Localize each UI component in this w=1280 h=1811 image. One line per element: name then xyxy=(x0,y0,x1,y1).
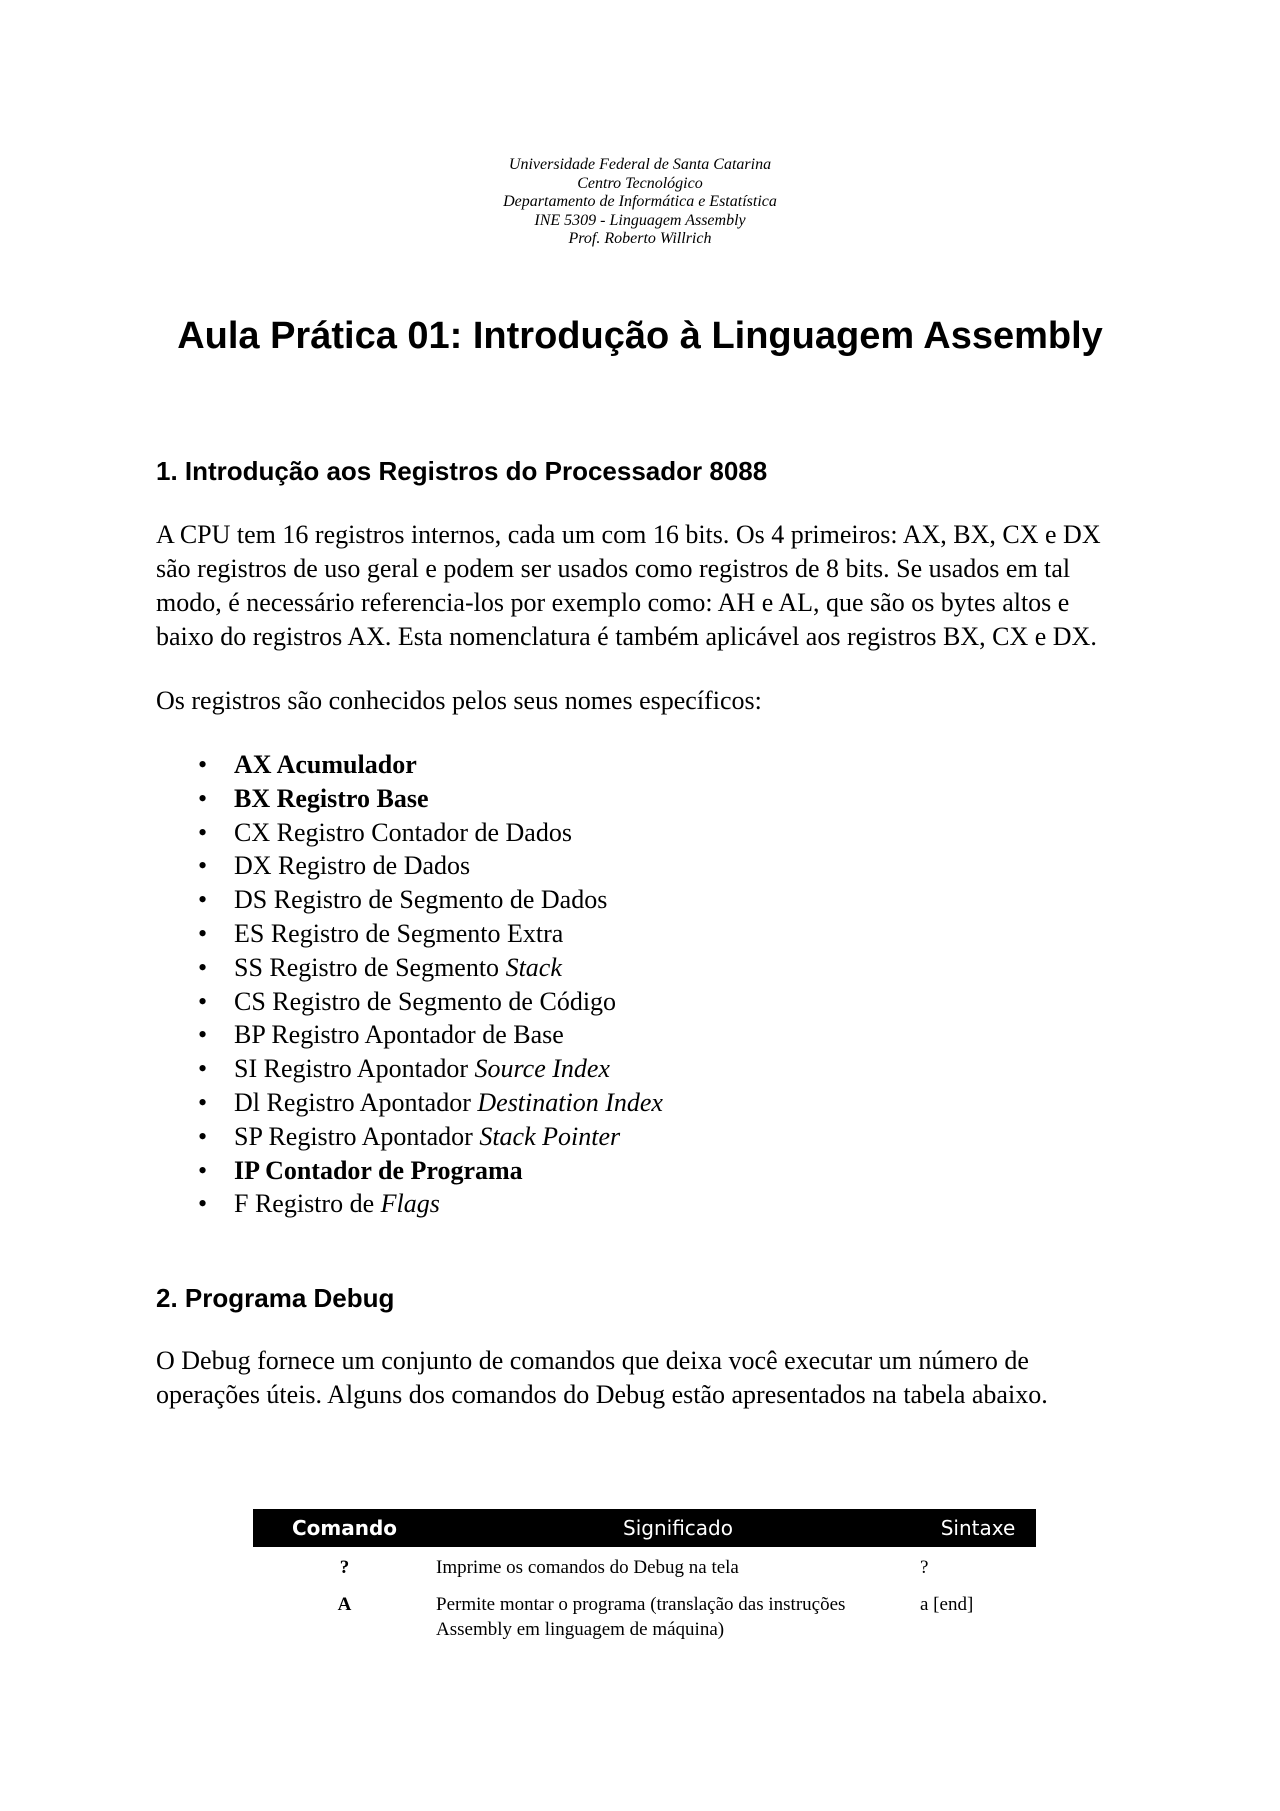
cell-syntax: a [end] xyxy=(920,1594,974,1615)
list-item xyxy=(156,917,1116,951)
section1-paragraph-names: Os registros são conhecidos pelos seus nomes específicos: xyxy=(156,686,762,715)
document-title: Aula Prática 01: Introdução à Linguagem Assembly xyxy=(177,315,1103,357)
section2-heading: 2. Programa Debug xyxy=(156,1283,395,1313)
register-name: SI Registro Apontador xyxy=(234,1054,475,1084)
register-name: F Registro de xyxy=(234,1189,381,1219)
bullet-icon: • xyxy=(198,885,208,915)
register-name: CS Registro de Segmento de Código xyxy=(234,986,617,1016)
bullet-icon: • xyxy=(198,1087,208,1117)
table-row xyxy=(253,1584,1036,1646)
section1-paragraph-intro: A CPU tem 16 registros internos, cada um com 16 bits. Os 4 primeiros: AX, BX, CX e DX são registros de uso geral e podem ser usados como registros de 8 bits. Se usados em tal modo, é necessário referencia-los por exemplo como: AH e AL, que são os bytes altos e baixo do registros AX. Esta nomenclatura é também aplicável aos registros BX, CX e DX. xyxy=(156,520,1101,651)
list-item xyxy=(156,1154,1116,1188)
bullet-icon: • xyxy=(198,918,208,948)
institution-header xyxy=(0,156,1280,249)
register-name: DX Registro de Dados xyxy=(234,851,471,881)
register-name: Dl Registro Apontador xyxy=(234,1087,478,1117)
bullet-icon: • xyxy=(198,986,208,1016)
bullet-icon: • xyxy=(198,1189,208,1219)
bullet-icon: • xyxy=(198,1121,208,1151)
list-item xyxy=(156,1018,1116,1052)
cell-command: A xyxy=(337,1594,352,1615)
list-item xyxy=(156,748,1116,782)
header-line-department: Departamento de Informática e Estatística xyxy=(503,193,777,211)
register-name-italic: Source Index xyxy=(474,1054,610,1084)
bullet-icon: • xyxy=(198,952,208,982)
list-item xyxy=(156,951,1116,985)
section-registers xyxy=(156,455,1116,1221)
bullet-icon: • xyxy=(198,750,208,779)
cell-syntax: ? xyxy=(920,1557,929,1578)
register-name: SP Registro Apontador xyxy=(234,1121,480,1151)
register-name: BX Registro Base xyxy=(234,783,429,813)
register-name-italic: Stack Pointer xyxy=(479,1121,621,1151)
bullet-icon: • xyxy=(198,783,208,813)
register-name: IP Contador de Programa xyxy=(234,1155,523,1185)
cell-meaning: Imprime os comandos do Debug na tela xyxy=(436,1557,739,1578)
register-name-italic: Flags xyxy=(380,1189,440,1219)
cell-meaning: Permite montar o programa (translação das instruções Assembly em linguagem de máquina) xyxy=(436,1594,846,1640)
list-item xyxy=(156,782,1116,816)
register-list xyxy=(156,748,1116,1221)
register-name: BP Registro Apontador de Base xyxy=(234,1020,564,1050)
table-row xyxy=(253,1547,1036,1584)
bullet-icon: • xyxy=(198,817,208,847)
register-name: CX Registro Contador de Dados xyxy=(234,817,572,847)
column-header-syntax: Sintaxe xyxy=(920,1509,1036,1547)
section-debug xyxy=(156,1282,1116,1412)
cell-command: ? xyxy=(339,1557,350,1578)
list-item xyxy=(156,1120,1116,1154)
list-item xyxy=(156,883,1116,917)
register-name-italic: Destination Index xyxy=(477,1087,663,1117)
list-item xyxy=(156,1086,1116,1120)
register-name: SS Registro de Segmento xyxy=(234,952,506,982)
header-line-professor: Prof. Roberto Willrich xyxy=(568,230,712,248)
header-line-course: INE 5309 - Linguagem Assembly xyxy=(534,211,746,229)
section2-paragraph: O Debug fornece um conjunto de comandos que deixa você executar um número de operações úteis. Alguns dos comandos do Debug estão apresentados na tabela abaixo. xyxy=(156,1346,1048,1409)
header-line-university: Universidade Federal de Santa Catarina xyxy=(508,156,772,173)
bullet-icon: • xyxy=(198,1054,208,1084)
header-line-center: Centro Tecnológico xyxy=(577,174,703,192)
bullet-icon: • xyxy=(198,1155,208,1185)
debug-commands-table xyxy=(253,1509,1036,1646)
bullet-icon: • xyxy=(198,851,208,881)
list-item xyxy=(156,1052,1116,1086)
list-item xyxy=(156,816,1116,850)
list-item xyxy=(156,985,1116,1019)
bullet-icon: • xyxy=(198,1020,208,1050)
column-header-command: Comando xyxy=(253,1509,436,1547)
register-name: AX Acumulador xyxy=(234,750,417,779)
section1-heading: 1. Introdução aos Registros do Processador 8088 xyxy=(156,456,768,486)
register-name-italic: Stack xyxy=(505,952,562,982)
column-header-meaning: Significado xyxy=(436,1509,920,1547)
table-header-row xyxy=(253,1509,1036,1547)
list-item xyxy=(156,1187,1116,1221)
register-name: ES Registro de Segmento Extra xyxy=(234,918,564,948)
register-name: DS Registro de Segmento de Dados xyxy=(234,885,608,915)
list-item xyxy=(156,849,1116,883)
